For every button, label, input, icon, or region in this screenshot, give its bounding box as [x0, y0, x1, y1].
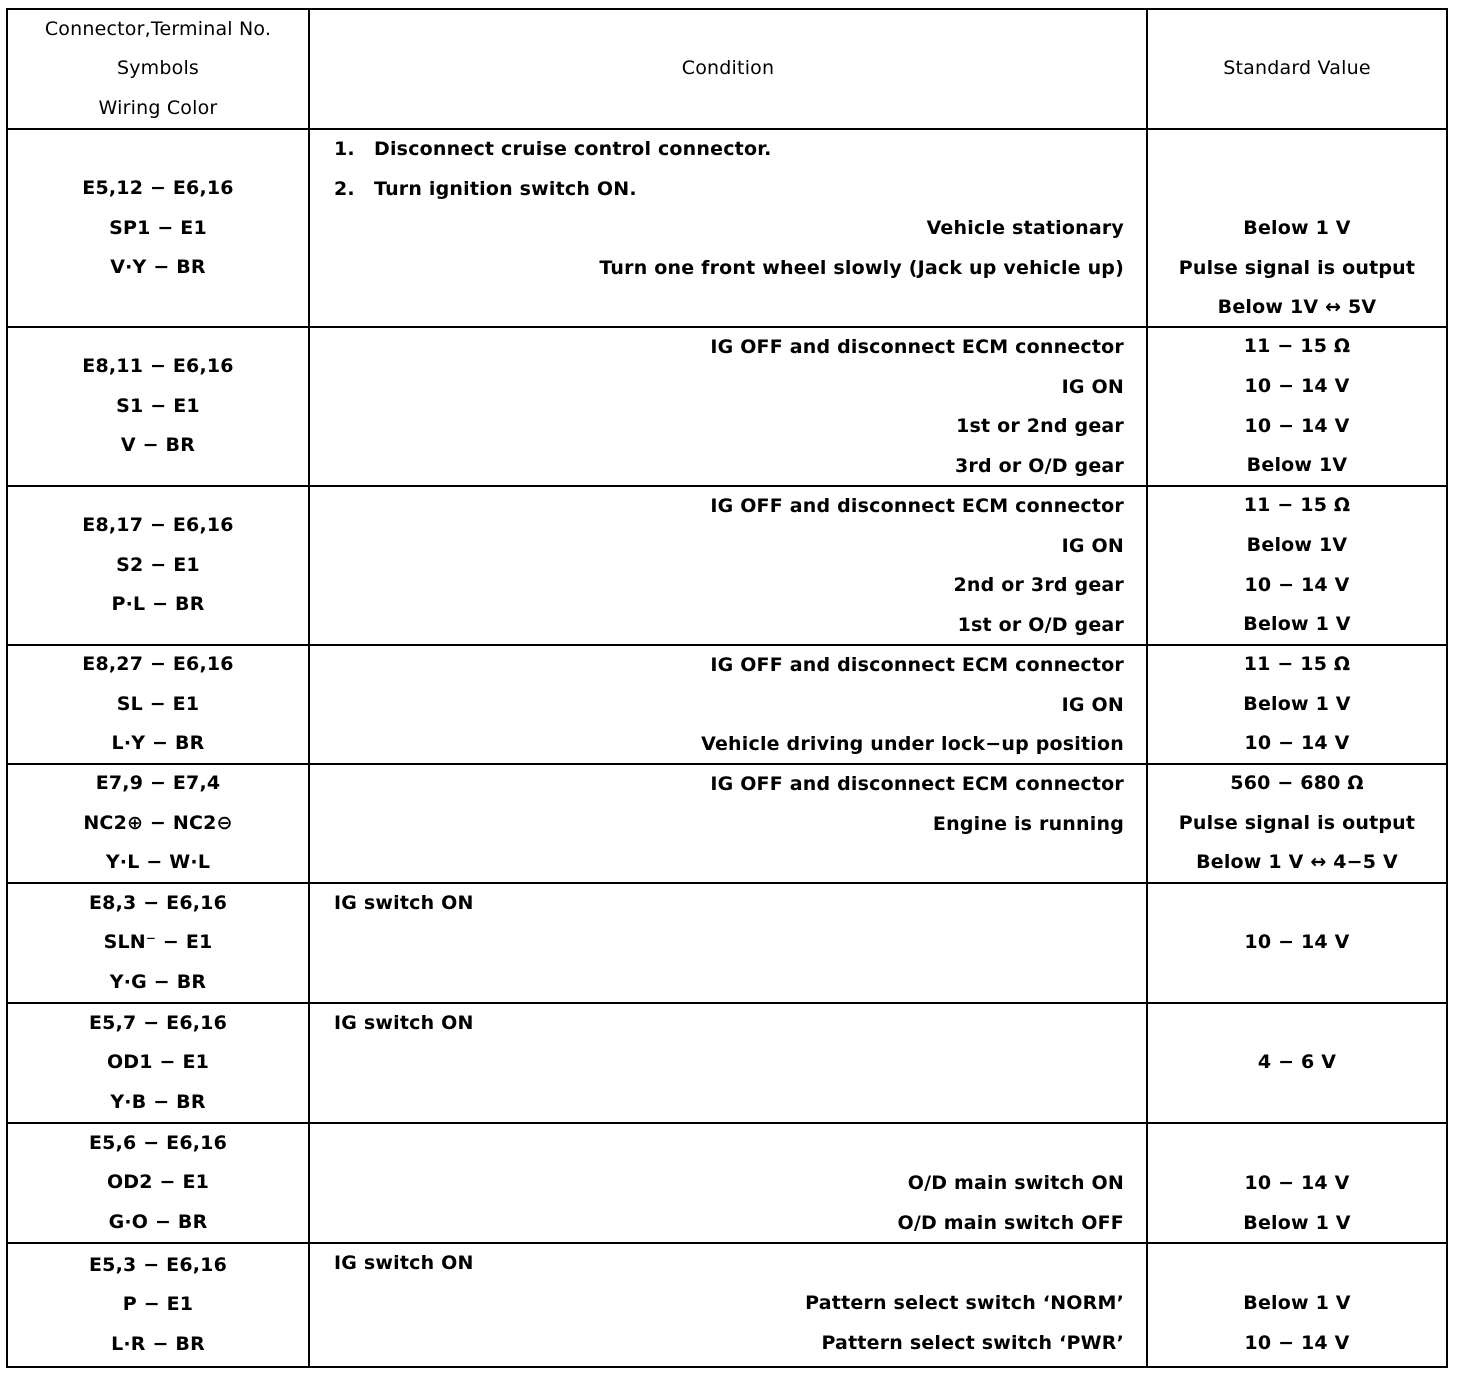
- standard-value: Below 1 V ↔ 4−5 V: [1196, 851, 1398, 874]
- connector-wiring: Y·L − W·L: [105, 851, 211, 874]
- standard-value: 10 − 14 V: [1244, 573, 1350, 596]
- header-connector: [8, 10, 310, 128]
- condition-left-list: [334, 1244, 474, 1284]
- condition-text: Vehicle stationary: [926, 217, 1124, 239]
- standard-value: Below 1 V: [1243, 692, 1351, 715]
- connector-wiring: G·O − BR: [108, 1210, 208, 1233]
- condition-text: Vehicle driving under lock−up position: [701, 733, 1124, 756]
- condition-cell: [310, 487, 1148, 644]
- connector-symbols: NC2⊕ − NC2⊖: [83, 811, 233, 834]
- connector-cell: [8, 884, 310, 1002]
- connector-wiring: P·L − BR: [111, 593, 205, 616]
- header-condition: [310, 10, 1148, 128]
- standard-value: Pulse signal is output: [1178, 256, 1416, 279]
- condition-left-list: [334, 884, 474, 924]
- connector-wiring: Y·B − BR: [110, 1090, 206, 1113]
- standard-value: Below 1 V: [1243, 217, 1351, 239]
- connector-cell: [8, 646, 310, 763]
- header-symbols-line: Symbols: [116, 57, 200, 80]
- condition-text: Pattern select switch ‘NORM’: [805, 1292, 1124, 1314]
- table-row: [8, 485, 1446, 644]
- connector-cell: [8, 487, 310, 644]
- connector-symbols: S2 − E1: [116, 553, 200, 576]
- connector-cell: [8, 1244, 310, 1366]
- condition-text: IG OFF and disconnect ECM connector: [710, 654, 1124, 676]
- condition-text: O/D main switch OFF: [897, 1211, 1124, 1234]
- connector-terminal: E8,17 − E6,16: [82, 514, 234, 537]
- standard-value: Below 1 V: [1243, 1292, 1351, 1314]
- condition-right-list: [805, 1284, 1124, 1363]
- condition-text: IG switch ON: [334, 1012, 474, 1034]
- condition-cell: [310, 884, 1148, 1002]
- connector-symbols: SP1 − E1: [109, 216, 207, 239]
- condition-right-list: [599, 209, 1124, 288]
- condition-right-list: [897, 1164, 1124, 1243]
- value-list: [1148, 1164, 1446, 1243]
- connector-terminal: E5,12 − E6,16: [82, 177, 234, 199]
- condition-right-list: [710, 765, 1124, 844]
- standard-value: 11 − 15 Ω: [1243, 335, 1351, 358]
- connector-terminal: E8,27 − E6,16: [82, 653, 234, 676]
- condition-cell: [310, 328, 1148, 485]
- table-row: [8, 763, 1446, 882]
- condition-cell: [310, 646, 1148, 763]
- value-cell: [1148, 1244, 1446, 1366]
- header-standard-value-label: Standard Value: [1223, 57, 1371, 80]
- standard-value: Below 1V ↔ 5V: [1217, 296, 1377, 319]
- value-cell: [1148, 487, 1446, 644]
- header-standard-value: [1148, 10, 1446, 128]
- condition-cell: [310, 1244, 1148, 1366]
- condition-text: IG OFF and disconnect ECM connector: [710, 495, 1124, 517]
- condition-text: 1st or O/D gear: [957, 613, 1124, 636]
- connector-cell: [8, 1004, 310, 1122]
- condition-right-list: [701, 646, 1124, 765]
- condition-text: IG switch ON: [334, 1252, 474, 1274]
- connector-wiring: V − BR: [120, 434, 196, 457]
- condition-step: 2. Turn ignition switch ON.: [334, 177, 637, 200]
- condition-right-list: [710, 328, 1124, 486]
- condition-text: O/D main switch ON: [907, 1172, 1124, 1194]
- standard-value: 11 − 15 Ω: [1243, 494, 1351, 517]
- header-wiring-line: Wiring Color: [98, 96, 218, 119]
- condition-cell: [310, 765, 1148, 882]
- header-condition-label: Condition: [681, 57, 775, 80]
- standard-value: 10 − 14 V: [1244, 931, 1350, 954]
- connector-terminal: E5,3 − E6,16: [88, 1253, 228, 1276]
- connector-symbols: OD1 − E1: [106, 1051, 210, 1074]
- connector-symbols: S1 − E1: [116, 394, 200, 417]
- value-cell: [1148, 646, 1446, 763]
- connector-wiring: Y·G − BR: [109, 970, 207, 993]
- standard-value: 10 − 14 V: [1244, 414, 1350, 437]
- condition-text: IG OFF and disconnect ECM connector: [710, 336, 1124, 358]
- condition-cell: [310, 1124, 1148, 1242]
- condition-steps: [334, 130, 772, 209]
- standard-value: 560 − 680 Ω: [1230, 772, 1364, 795]
- table-row: [8, 128, 1446, 326]
- standard-value: Below 1V: [1246, 454, 1348, 477]
- standard-value: 11 − 15 Ω: [1243, 653, 1351, 676]
- standard-value: 10 − 14 V: [1244, 1331, 1350, 1354]
- connector-symbols: SLN⁻ − E1: [103, 931, 213, 954]
- terminal-spec-table: [6, 8, 1448, 1368]
- condition-cell: [310, 1004, 1148, 1122]
- connector-symbols: OD2 − E1: [106, 1171, 210, 1194]
- standard-value: Below 1V: [1246, 533, 1348, 556]
- value-cell: [1148, 1124, 1446, 1242]
- condition-text: 2nd or 3rd gear: [953, 574, 1124, 597]
- condition-left-list: [334, 1004, 474, 1044]
- standard-value: Below 1 V: [1243, 613, 1351, 636]
- connector-terminal: E8,11 − E6,16: [82, 355, 234, 378]
- condition-text: IG ON: [1061, 693, 1124, 716]
- condition-text: Engine is running: [932, 812, 1124, 835]
- standard-value: Below 1 V: [1243, 1211, 1351, 1234]
- connector-terminal: E7,9 − E7,4: [95, 772, 221, 795]
- standard-value: 10 − 14 V: [1244, 732, 1350, 755]
- condition-text: 1st or 2nd gear: [956, 415, 1124, 438]
- connector-cell: [8, 328, 310, 485]
- condition-cell: [310, 130, 1148, 326]
- connector-terminal: E5,7 − E6,16: [88, 1011, 228, 1034]
- connector-cell: [8, 130, 310, 326]
- table-row: [8, 1122, 1446, 1242]
- condition-text: IG ON: [1061, 375, 1124, 398]
- header-row: [8, 10, 1446, 128]
- connector-terminal: E8,3 − E6,16: [88, 891, 228, 914]
- standard-value: 10 − 14 V: [1244, 1172, 1350, 1194]
- condition-step: 1. Disconnect cruise control connector.: [334, 138, 772, 160]
- condition-text: 3rd or O/D gear: [955, 454, 1124, 477]
- condition-text: IG switch ON: [334, 892, 474, 914]
- standard-value: Pulse signal is output: [1178, 811, 1416, 834]
- connector-wiring: V·Y − BR: [110, 256, 206, 279]
- table-row: [8, 1242, 1446, 1366]
- standard-value: 10 − 14 V: [1244, 374, 1350, 397]
- table-row: [8, 1002, 1446, 1122]
- condition-text: IG OFF and disconnect ECM connector: [710, 773, 1124, 795]
- value-list: [1148, 1284, 1446, 1363]
- standard-value: 4 − 6 V: [1257, 1051, 1337, 1074]
- value-cell: [1148, 884, 1446, 1002]
- connector-cell: [8, 765, 310, 882]
- value-list: [1148, 209, 1446, 328]
- value-cell: [1148, 328, 1446, 485]
- connector-symbols: SL − E1: [116, 692, 200, 715]
- connector-terminal: E5,6 − E6,16: [88, 1131, 228, 1154]
- table-row: [8, 882, 1446, 1002]
- connector-wiring: L·Y − BR: [111, 732, 205, 755]
- connector-cell: [8, 1124, 310, 1242]
- value-cell: [1148, 1004, 1446, 1122]
- connector-symbols: P − E1: [122, 1293, 194, 1316]
- table-row: [8, 644, 1446, 763]
- value-cell: [1148, 130, 1446, 326]
- condition-text: Turn one front wheel slowly (Jack up vehicle up): [599, 256, 1124, 279]
- table-row: [8, 326, 1446, 485]
- value-cell: [1148, 765, 1446, 882]
- connector-wiring: L·R − BR: [111, 1332, 205, 1355]
- condition-text: IG ON: [1061, 534, 1124, 557]
- condition-text: Pattern select switch ‘PWR’: [821, 1331, 1124, 1354]
- condition-right-list: [710, 487, 1124, 645]
- header-connector-line: Connector,Terminal No.: [44, 17, 272, 40]
